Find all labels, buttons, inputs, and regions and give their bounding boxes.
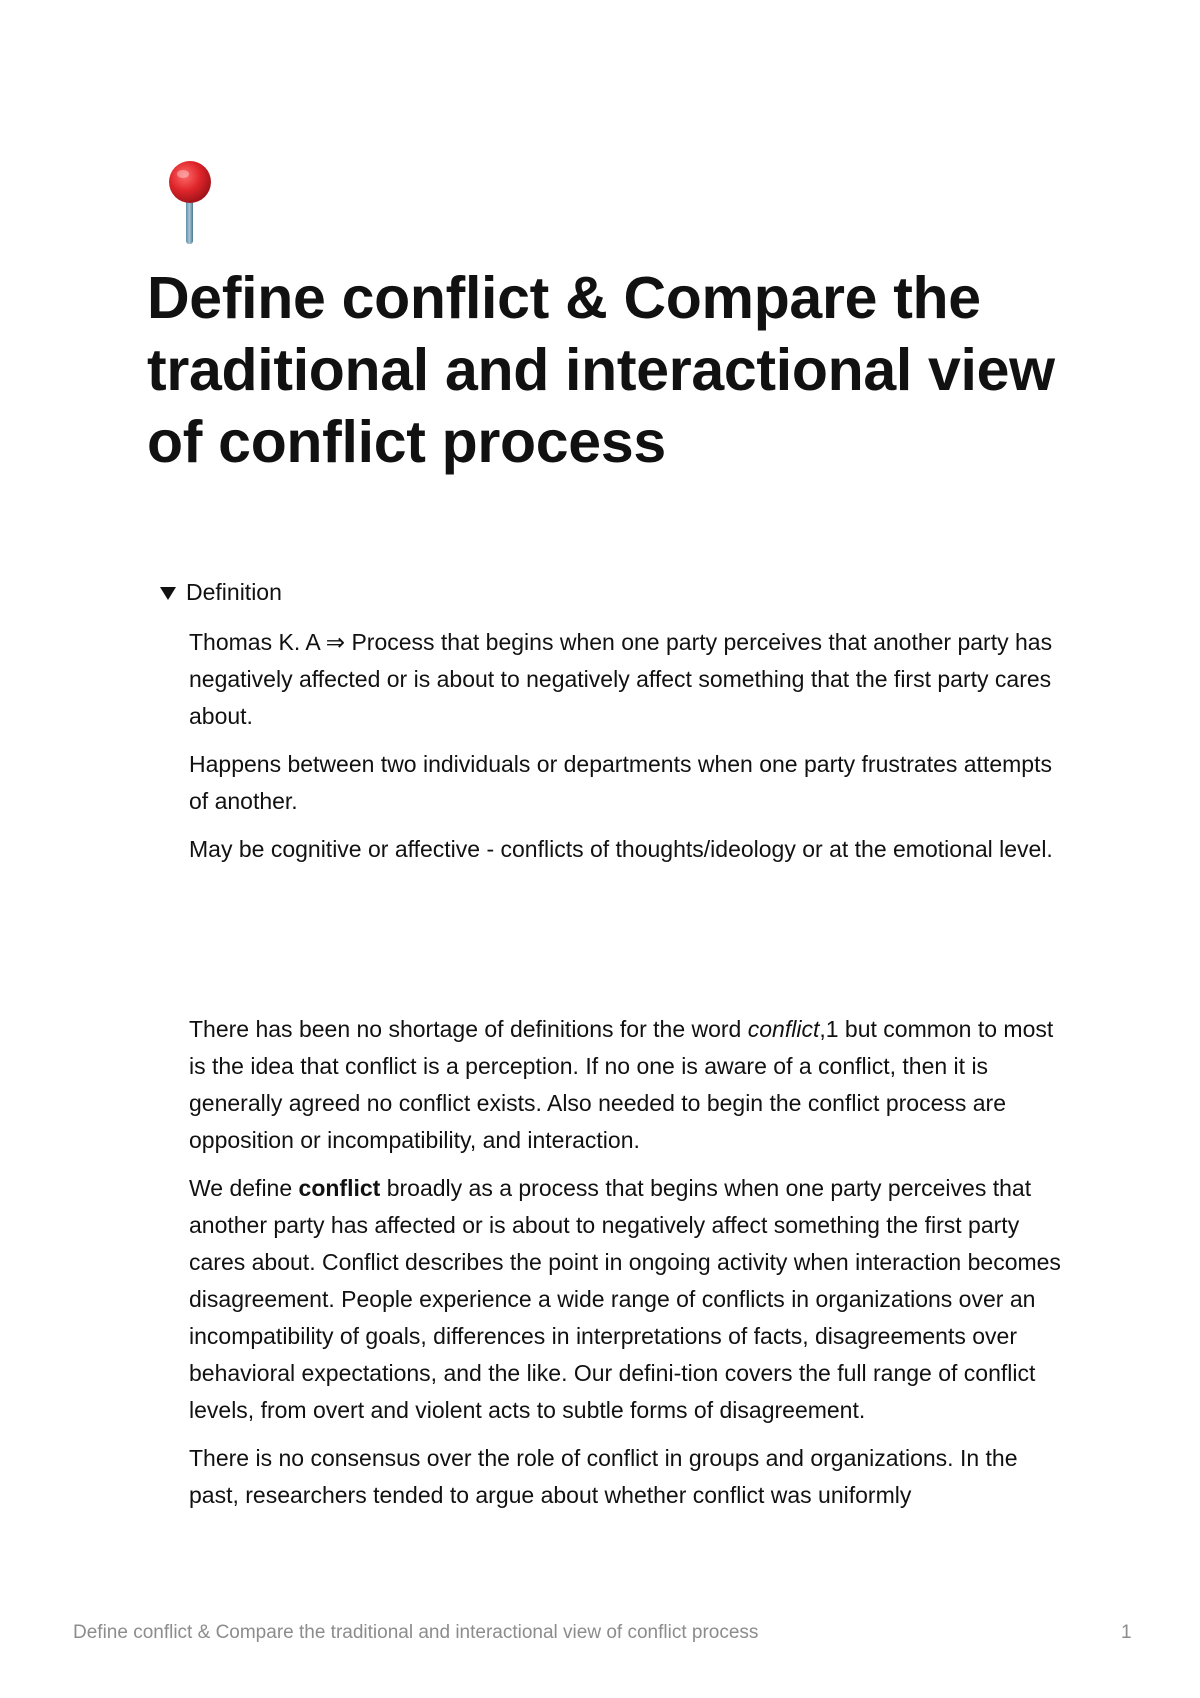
body-text	[189, 1011, 1069, 1525]
footer-title: Define conflict & Compare the traditional and interactional view of conflict process	[73, 1622, 759, 1643]
text-run: There has been no shortage of definitions for the word	[189, 1016, 748, 1042]
page-number: 1	[1121, 1622, 1132, 1643]
definition-paragraph: Thomas K. A ⇒ Process that begins when one party perceives that another party has negatively affected or is about to negatively affect something that the first party cares about.	[189, 629, 1053, 729]
definition-paragraph: May be cognitive or affective - conflicts of thoughts/ideology or at the emotional level.	[189, 836, 1053, 862]
text-run: broadly as a process that begins when one party perceives that another party has affected or is about to negatively affect something the first party cares about. Conflict describes the point in ongoing activity when interaction becomes disagreement. People experience a wide range of conflicts in organizations over an incompatibility of goals, differences in interpretations of facts, disagreements over behavioral expectations, and the like. Our defini-tion covers the full range of conflict levels, from overt and violent acts to subtle forms of disagreement.	[189, 1175, 1061, 1423]
body-paragraph	[189, 1170, 1069, 1429]
body-paragraph: There is no consensus over the role of conflict in groups and organizations. In the past, researchers tended to argue about whether conflict was uniformly	[189, 1445, 1018, 1508]
round-pushpin-icon	[156, 160, 226, 246]
text-run: We define	[189, 1175, 299, 1201]
toggle-header[interactable]	[160, 577, 1060, 607]
toggle-label: Definition	[186, 578, 282, 605]
body-paragraph	[189, 1011, 1069, 1159]
page-title: Define conflict & Compare the traditional and interactional view of conflict process	[147, 265, 1055, 475]
italic-term: conflict	[747, 1016, 820, 1042]
triangle-down-icon[interactable]	[160, 587, 176, 600]
bold-term: conflict	[298, 1175, 381, 1201]
definition-paragraph: Happens between two individuals or departments when one party frustrates attempts of another.	[189, 751, 1052, 814]
text-run: ,1 but common to most is the idea that conflict is a perception. If no one is aware of a conflict, then it is generally agreed no conflict exists. Also needed to begin the conflict process are opposition or incompatibility, and interaction.	[189, 1016, 1054, 1153]
toggle-content	[189, 624, 1069, 879]
definition-toggle	[160, 577, 1060, 862]
